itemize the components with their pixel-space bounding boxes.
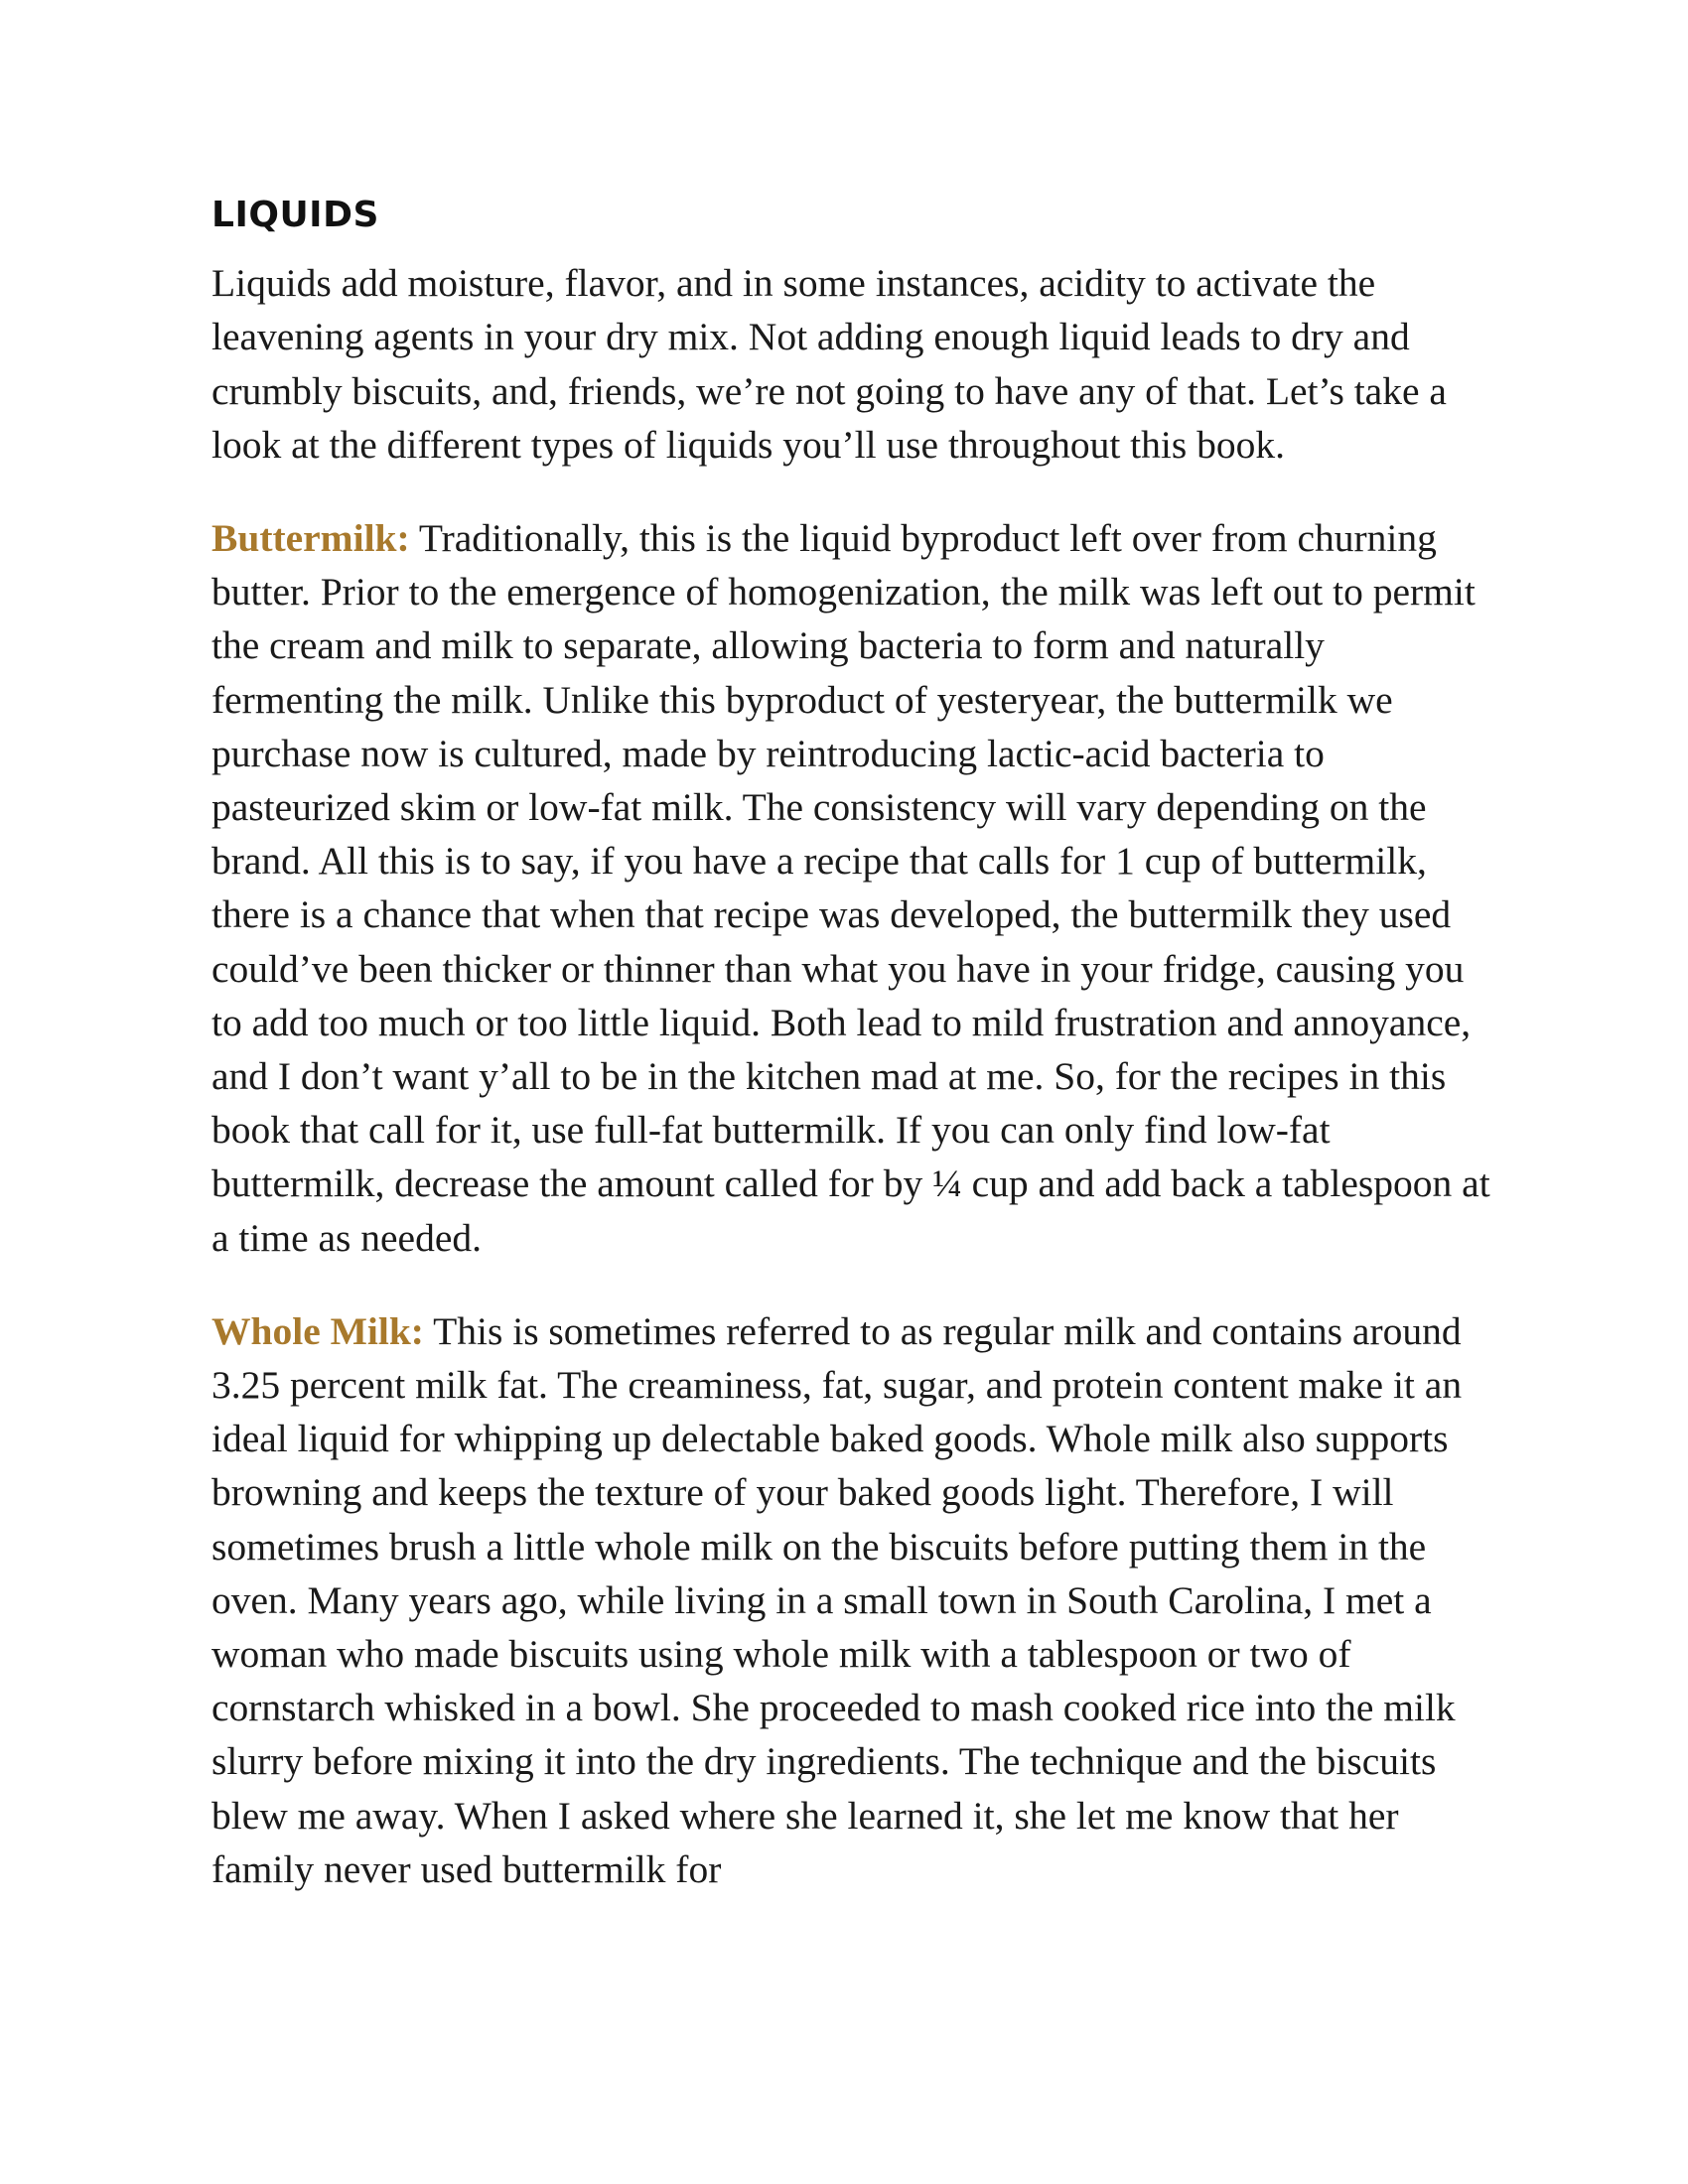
buttermilk-text: Traditionally, this is the liquid byproduct left over from churning butter. Prior to the emergence of homogenization, the milk was left out to permit the cream and milk to separate, allowing bacteria to form and naturally fermenting the milk. Unlike this byproduct of yesteryear, the buttermilk we purchase now is cultured, made by reintroducing lactic-acid bacteria to pasteurized skim or low-fat milk. The consistency will vary depending on the brand. All this is to say, if you have a recipe that calls for 1 cup of buttermilk, there is a chance that when that recipe was developed, the buttermilk they used could’ve been thicker or thinner than what you have in your fridge, causing you to add too much or too little liquid. Both lead to mild frustration and annoyance, and I don’t want y’all to be in the kitchen mad at me. So, for the recipes in this book that call for it, use full-fat buttermilk. If you can only find low-fat buttermilk, decrease the amount called for by ¼ cup and add back a tablespoon at a time as needed. bbox=[211, 516, 1490, 1260]
section-heading: LIQUIDS bbox=[211, 195, 379, 235]
buttermilk-term: Buttermilk: bbox=[211, 516, 410, 560]
intro-paragraph: Liquids add moisture, flavor, and in some instances, acidity to activate the leavening agents in your dry mix. Not adding enough liquid leads to dry and crumbly biscuits, and, friends, we’re not going to have any of that. Let’s take a look at the different types of liquids you’ll use throughout this book. bbox=[211, 261, 1447, 467]
whole-milk-paragraph bbox=[211, 1304, 1492, 1896]
whole-milk-text: This is sometimes referred to as regular milk and contains around 3.25 percent milk fat. The creaminess, fat, sugar, and protein content make it an ideal liquid for whipping up delectable baked goods. Whole milk also supports browning and keeps the texture of your baked goods light. Therefore, I will sometimes brush a little whole milk on the biscuits before putting them in the oven. Many years ago, while living in a small town in South Carolina, I met a woman who made biscuits using whole milk with a tablespoon or two of cornstarch whisked in a bowl. She proceeded to mash cooked rice into the milk slurry before mixing it into the dry ingredients. The technique and the biscuits blew me away. When I asked where she learned it, she let me know that her family never used buttermilk for bbox=[211, 1308, 1463, 1891]
whole-milk-term: Whole Milk: bbox=[211, 1308, 424, 1353]
document-page bbox=[211, 194, 1492, 1936]
buttermilk-paragraph bbox=[211, 511, 1492, 1265]
